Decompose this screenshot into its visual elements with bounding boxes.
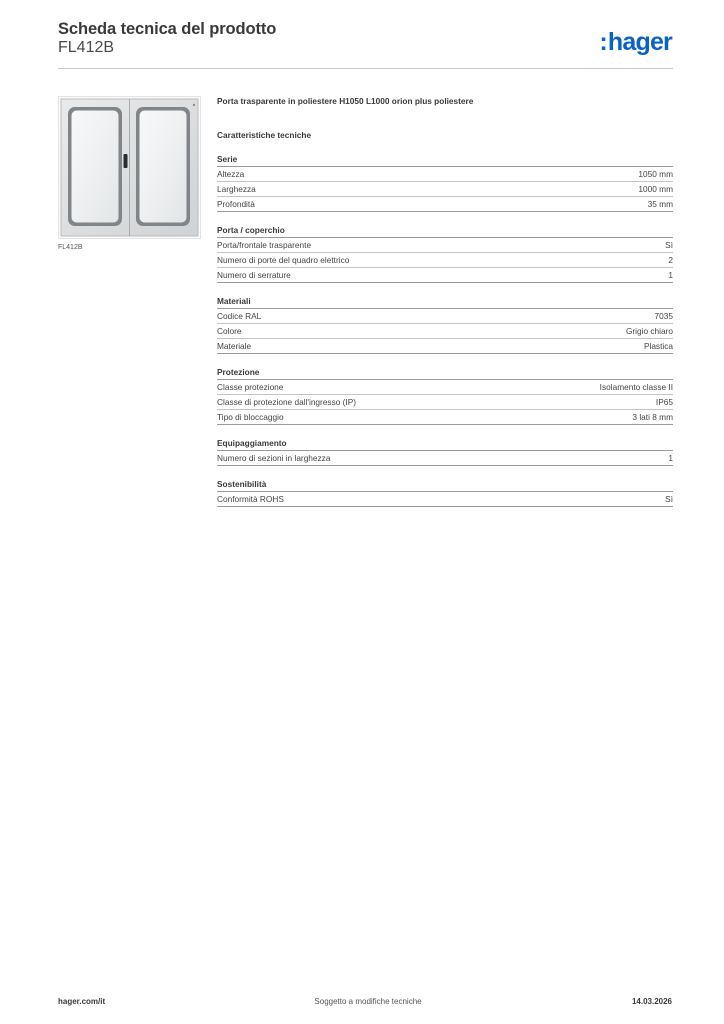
spec-value: 7035 bbox=[654, 311, 673, 321]
spec-value: Grigio chiaro bbox=[625, 326, 673, 336]
spec-label: Colore bbox=[217, 326, 242, 336]
spec-value: 1 bbox=[668, 270, 673, 280]
spec-value: Plastica bbox=[643, 341, 673, 351]
spec-value: 3 lati 8 mm bbox=[632, 412, 673, 422]
spec-group bbox=[217, 296, 673, 354]
spec-group bbox=[217, 225, 673, 283]
product-description: Porta trasparente in poliestere H1050 L1000 orion plus poliestere bbox=[217, 96, 474, 106]
spec-group bbox=[217, 438, 673, 466]
spec-row bbox=[217, 268, 673, 283]
spec-row bbox=[217, 395, 673, 410]
spec-group-title: Protezione bbox=[217, 367, 673, 380]
spec-label: Materiale bbox=[217, 341, 252, 351]
spec-row bbox=[217, 380, 673, 395]
spec-value: 1 bbox=[668, 453, 673, 463]
spec-group-title: Materiali bbox=[217, 296, 673, 309]
spec-row bbox=[217, 182, 673, 197]
spec-group-title: Porta / coperchio bbox=[217, 225, 673, 238]
spec-value: 1000 mm bbox=[638, 184, 673, 194]
product-image bbox=[58, 96, 201, 239]
spec-value: 35 mm bbox=[647, 199, 673, 209]
spec-row bbox=[217, 309, 673, 324]
spec-value: IP65 bbox=[655, 397, 673, 407]
spec-label: Numero di sezioni in larghezza bbox=[217, 453, 331, 463]
spec-row bbox=[217, 339, 673, 354]
spec-label: Codice RAL bbox=[217, 311, 262, 321]
spec-row bbox=[217, 238, 673, 253]
spec-label: Tipo di bloccaggio bbox=[217, 412, 284, 422]
spec-row bbox=[217, 253, 673, 268]
document-title: Scheda tecnica del prodotto bbox=[58, 20, 277, 38]
footer-website-link[interactable]: hager.com/it bbox=[58, 997, 106, 1006]
spec-value: 2 bbox=[668, 255, 673, 265]
spec-label: Conformità ROHS bbox=[217, 494, 284, 504]
spec-groups bbox=[217, 154, 673, 507]
spec-label: Classe protezione bbox=[217, 382, 284, 392]
spec-label: Altezza bbox=[217, 169, 245, 179]
hager-logo[interactable] bbox=[599, 28, 672, 56]
spec-row bbox=[217, 492, 673, 507]
spec-label: Classe di protezione dall'ingresso (IP) bbox=[217, 397, 357, 407]
image-caption: FL412B bbox=[58, 244, 83, 251]
spec-group bbox=[217, 479, 673, 507]
spec-group bbox=[217, 367, 673, 425]
logo-text: hager bbox=[607, 28, 672, 56]
spec-value: 1050 mm bbox=[638, 169, 673, 179]
logo-colon-mark: : bbox=[599, 28, 607, 56]
spec-group bbox=[217, 154, 673, 212]
spec-value: Sì bbox=[665, 240, 673, 250]
spec-value: Isolamento classe II bbox=[599, 382, 673, 392]
spec-label: Numero di serrature bbox=[217, 270, 291, 280]
spec-label: Numero di porte del quadro elettrico bbox=[217, 255, 350, 265]
double-door-illustration bbox=[59, 97, 200, 238]
spec-content bbox=[217, 96, 673, 507]
spec-row bbox=[217, 167, 673, 182]
header-divider bbox=[58, 68, 673, 69]
footer-date: 14.03.2026 bbox=[631, 997, 672, 1006]
spec-row bbox=[217, 410, 673, 425]
footer-note: Soggetto a modifiche tecniche bbox=[314, 997, 422, 1006]
spec-label: Porta/frontale trasparente bbox=[217, 240, 312, 250]
section-heading: Caratteristiche tecniche bbox=[217, 130, 312, 140]
spec-value: Sì bbox=[665, 494, 673, 504]
spec-row bbox=[217, 324, 673, 339]
product-code: FL412B bbox=[58, 39, 115, 56]
spec-group-title: Sostenibilità bbox=[217, 479, 673, 492]
spec-label: Larghezza bbox=[217, 184, 256, 194]
spec-row bbox=[217, 197, 673, 212]
spec-label: Profondità bbox=[217, 199, 255, 209]
spec-row bbox=[217, 451, 673, 466]
spec-group-title: Serie bbox=[217, 154, 673, 167]
spec-group-title: Equipaggiamento bbox=[217, 438, 673, 451]
